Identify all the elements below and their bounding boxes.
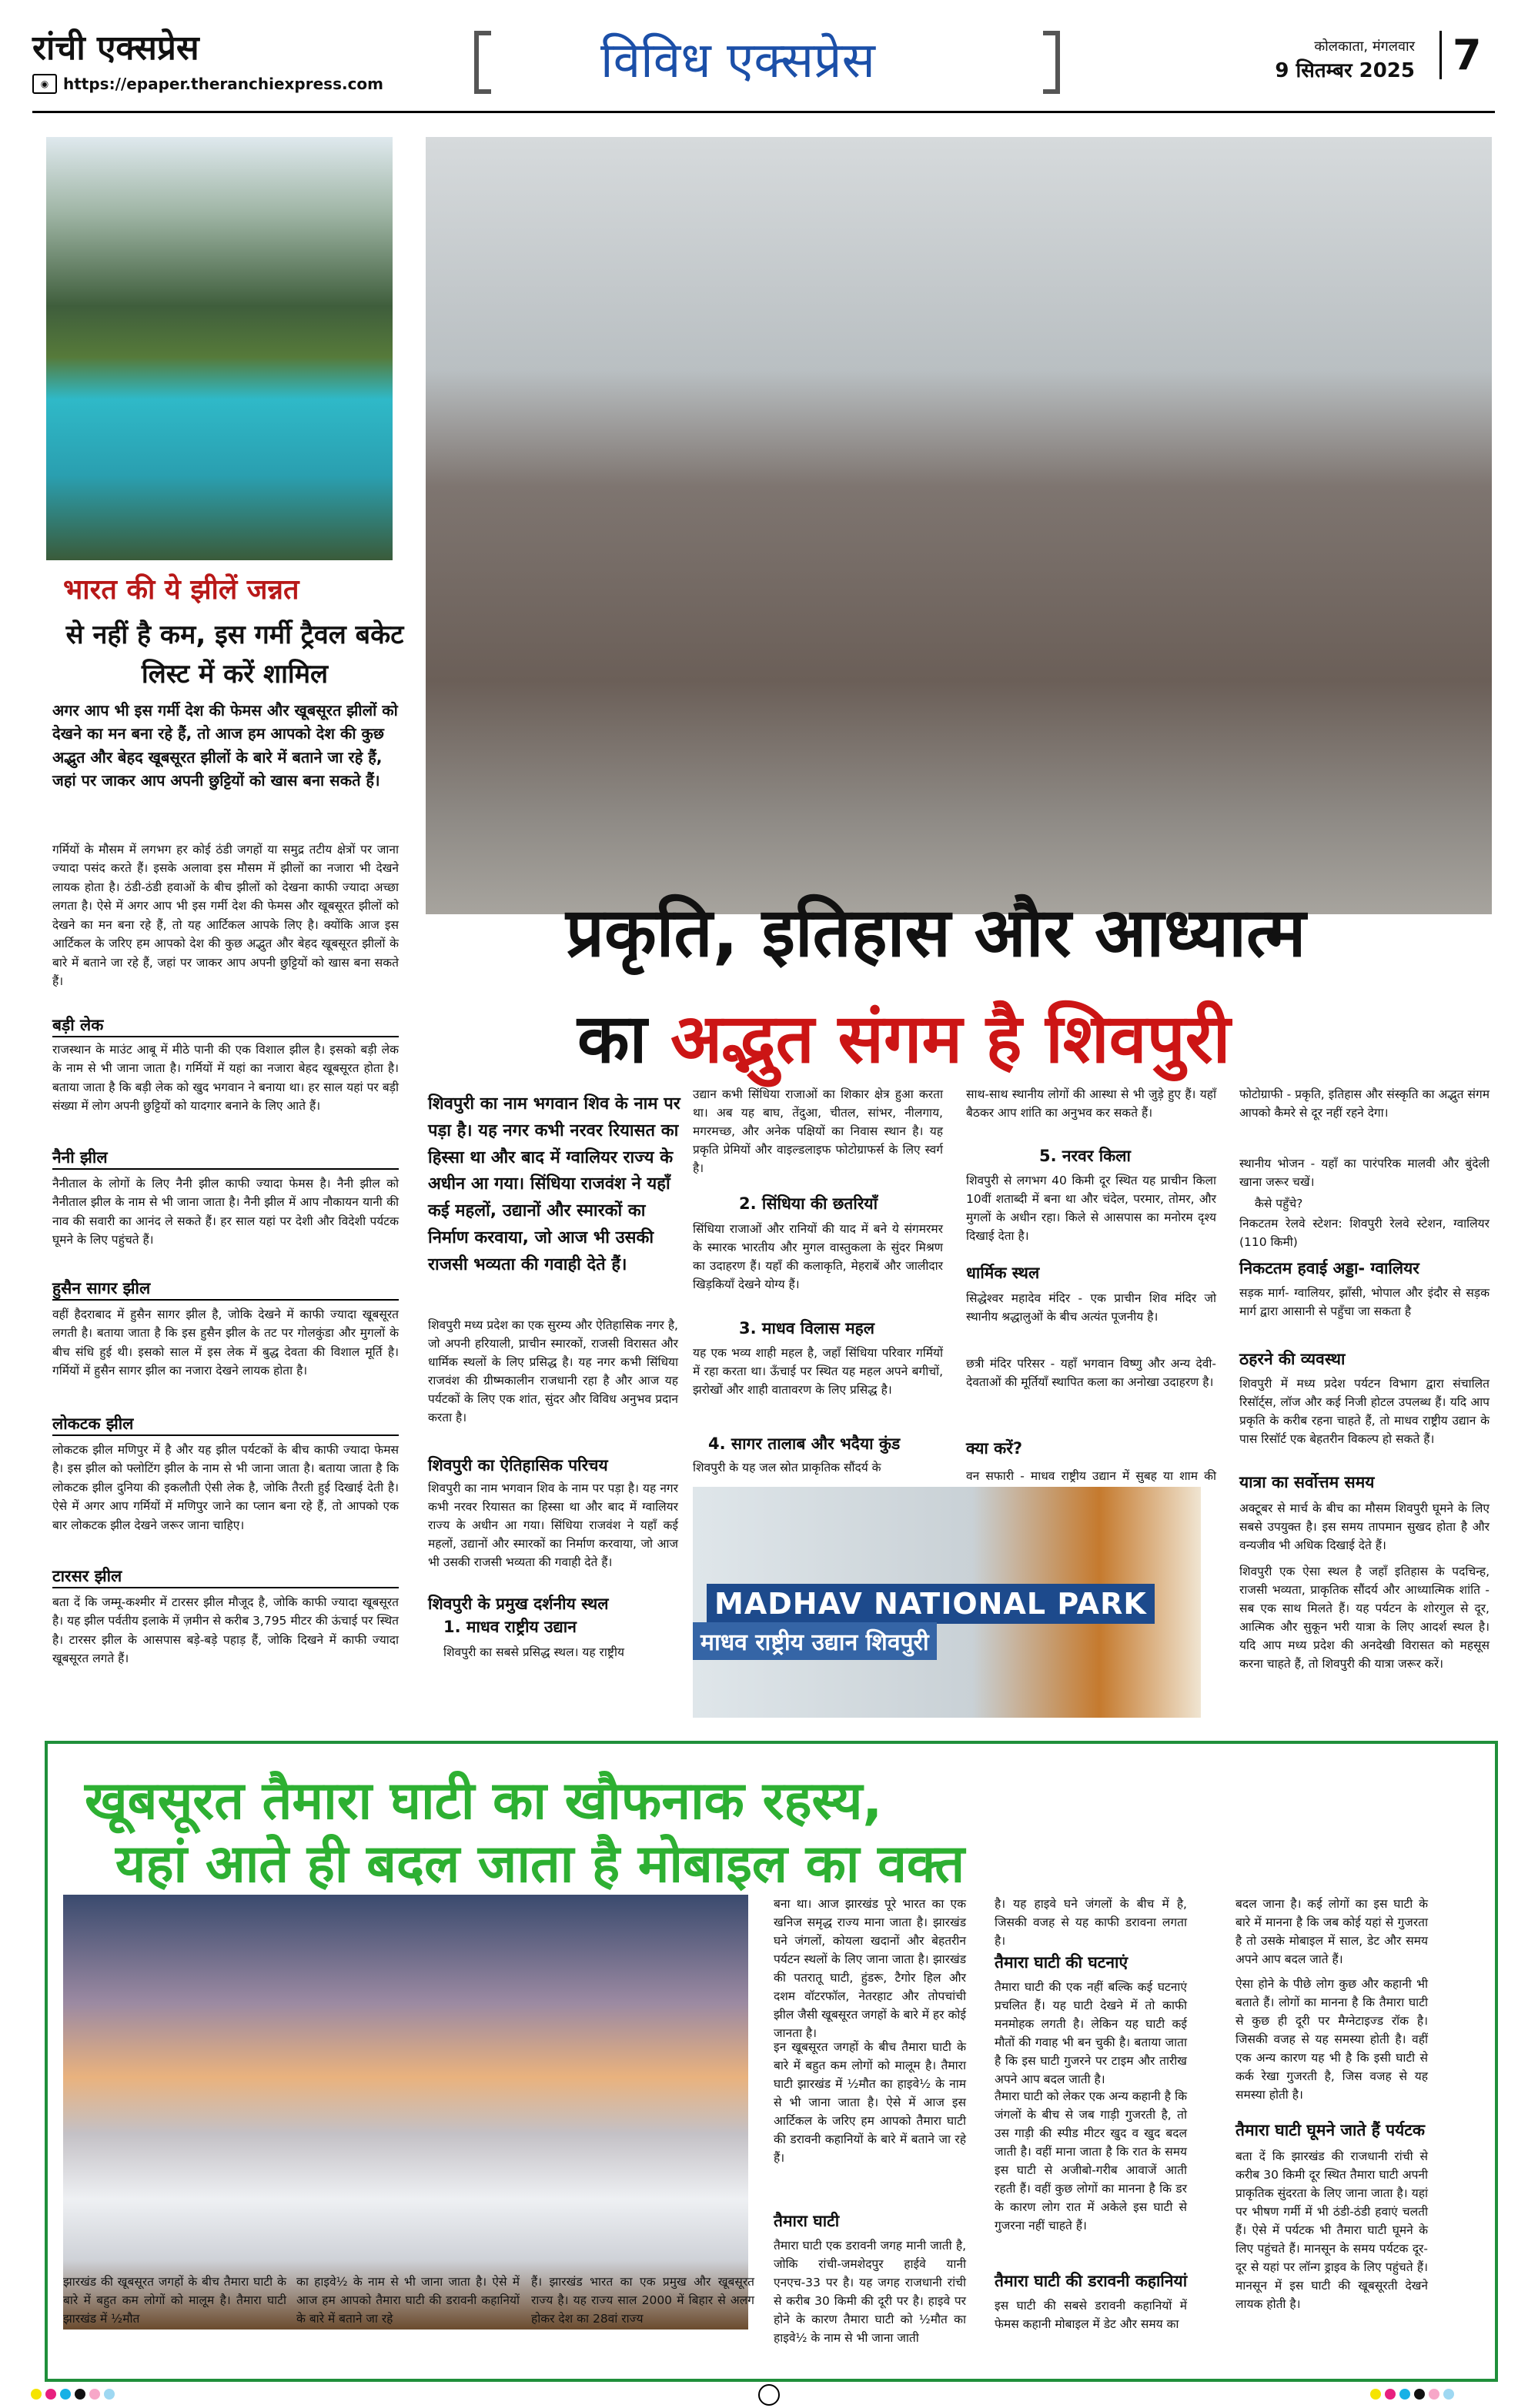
tamara-col1-head1: तैमारा घाटी bbox=[774, 2212, 840, 2230]
tamara-col3-p1: बदल जाना है। कई लोगों का इस घाटी के बारे में मानना है कि जब कोई यहां से गुजरता है तो उसके मोबाइल में साल, डेट और समय अपने आप बदल जाते हैं। bbox=[1235, 1897, 1428, 1967]
title-bracket-left bbox=[474, 31, 491, 94]
tamara-headline-line1: खूबसूरत तैमारा घाटी का खौफनाक रहस्य, bbox=[85, 1771, 883, 1832]
shivpuri-col4-p3: कैसे पहुँचे? bbox=[1255, 1197, 1303, 1211]
url-text[interactable]: https://epaper.theranchiexpress.com bbox=[63, 75, 384, 93]
tamara-cap-1: झारखंड की खूबसूरत जगहों के बीच तैमारा घाटी के बारे में बहुत कम लोगों को मालूम है। तैमारा घाटी झारखंड में ½मौत bbox=[63, 2275, 286, 2326]
shivpuri-col3-p4: छत्री मंदिर परिसर - यहाँ भगवान विष्णु और अन्य देवी-देवताओं की मूर्तियाँ स्थापित कला का अनोखा उदाहरण है। bbox=[966, 1357, 1216, 1390]
tamara-col1-p2: इन खूबसूरत जगहों के बीच तैमारा घाटी के बारे में बहुत कम लोगों को मालूम है। तैमारा घाटी झारखंड में ½मौत का हाइवे½ के नाम से भी जाना जाता है। ऐसे में आज इस आर्टिकल के जरिए हम आपको तैमारा घाटी की डरावनी कहानियों के बारे में बताने जा रहे हैं। bbox=[774, 2040, 966, 2166]
dateline-city: कोलकाता, मंगलवार bbox=[1314, 38, 1415, 55]
tamara-col2-head1: तैमारा घाटी की घटनाएं bbox=[995, 1953, 1128, 1972]
tamara-cap-2: का हाइवे½ के नाम से भी जाना जाता है। ऐसे में आज हम आपको तैमारा घाटी की डरावनी कहानियों के बारे में बताने जा रहे bbox=[296, 2275, 520, 2326]
headline-prefix: का bbox=[577, 999, 671, 1078]
shivpuri-col2-p3: यह एक भव्य शाही महल है, जहाँ सिंधिया परिवार गर्मियों में रहा करता था। ऊँचाई पर स्थित यह महल अपने बगीचों, झरोखों और शाही वातावरण के लिए प्रसिद्ध है। bbox=[693, 1346, 943, 1398]
shivpuri-col2-p4: शिवपुरी के यह जल स्रोत प्राकृतिक सौंदर्य के bbox=[693, 1461, 881, 1475]
shivpuri-headline-line2 bbox=[577, 990, 1230, 1082]
lakes-subhead-3: हुसैन सागर झील bbox=[52, 1277, 399, 1301]
shivpuri-col4-p6: शिवपुरी में मध्य प्रदेश पर्यटन विभाग द्वारा संचालित रिसॉर्ट्स, लॉज और कई निजी होटल उपलब्ध हैं। यदि आप प्रकृति के करीब रहना चाहते हैं, तो माधव राष्ट्रीय उद्यान के पास रिसॉर्ट एक बेहतरीन विकल्प हो सकते हैं। bbox=[1239, 1377, 1490, 1447]
shivpuri-col4-p1: फोटोग्राफी - प्रकृति, इतिहास और संस्कृति का अद्भुत संगम आपको कैमरे से दूर नहीं रहने देगा। bbox=[1239, 1087, 1490, 1121]
dateline bbox=[1253, 37, 1415, 83]
lakes-headline: से नहीं है कम, इस गर्मी ट्रैवल बकेट लिस्ट में करें शामिल bbox=[65, 620, 404, 690]
shivpuri-col4-head3: यात्रा का सर्वोत्तम समय bbox=[1239, 1473, 1375, 1491]
shivpuri-col2-head3: 4. सागर तालाब और भदैया कुंड bbox=[708, 1434, 901, 1453]
tamara-col2-p1: है। यह हाइवे घने जंगलों के बीच में है, जिसकी वजह से यह काफी डरावना लगता है। bbox=[995, 1897, 1187, 1949]
dateline-date: 9 सितम्बर 2025 bbox=[1275, 59, 1415, 82]
lakes-lead: अगर आप भी इस गर्मी देश की फेमस और खूबसूरत झीलों को देखने का मन बना रहे हैं, तो आज हम आपको देश की कुछ अद्भुत और बेहद खूबसूरत झीलों के बारे में बताने जा रहे हैं, जहां पर जाकर आप अपनी छुट्टियों को खास बना सकते हैं। bbox=[52, 701, 398, 790]
lakes-subhead-4: लोकटक झील bbox=[52, 1413, 399, 1436]
shivpuri-col3-p1: साथ-साथ स्थानीय लोगों की आस्था से भी जुड़े हुए हैं। यहाँ बैठकर आप शांति का अनुभव कर सकते हैं। bbox=[966, 1087, 1216, 1121]
shivpuri-headline-line1: प्रकृति, इतिहास और आध्यात्म bbox=[566, 893, 1306, 972]
shivpuri-col2-head1: 2. सिंधिया की छतरियाँ bbox=[739, 1194, 878, 1213]
shivpuri-col4-p2: स्थानीय भोजन - यहाँ का पारंपरिक मालवी और बुंदेली खाना जरूर चखें। bbox=[1239, 1157, 1490, 1190]
newspaper-logo: रांची एक्सप्रेस bbox=[32, 28, 199, 68]
tamara-col2-p3: तैमारा घाटी को लेकर एक अन्य कहानी है कि जंगलों के बीच से जब गाड़ी गुजरती है, तो उस गाड़ी की स्पीड मीटर खुद व खुद बदल जाती है। वहीं माना जाता है कि रात के समय इस घाटी से अजीबो-गरीब आवाजें आती रहती हैं। वहीं कुछ लोगों का मानना है कि डर के कारण लोग रात में अकेले इस घाटी से गुजरना नहीं चाहते हैं। bbox=[995, 2089, 1187, 2233]
lakes-body-4: लोकटक झील मणिपुर में है और यह झील पर्यटकों के बीच काफी ज्यादा फेमस है। इस झील को फ्लोटिंग झील के नाम से भी जाना जाता है। बताया जाता है कि लोकटक झील दुनिया की इकलौती ऐसी लेक है, जोकि तैरती हुई दिखाई देती है। ऐसे में अगर आप गर्मियों में मणिपुर जाने का प्लान बना रहे हैं, तो आपको एक बार लोकटक झील देखने जरूर जाना चाहिए। bbox=[52, 1443, 399, 1532]
registration-crosshair-icon bbox=[758, 2384, 780, 2406]
tamara-col1-p1: बना था। आज झारखंड पूरे भारत का एक खनिज समृद्ध राज्य माना जाता है। झारखंड घने जंगलों, कोयला खदानों और बेहतरीन पर्यटन स्थलों के लिए जाना जाता है। झारखंड की पतरातू घाटी, हुंडरू, टैगोर हिल और दशम वॉटरफॉल, नेतरहाट और तोपचांची झील जैसी खूबसूरत जगहों के बारे में हर कोई जानता है। bbox=[774, 1897, 966, 2041]
tamara-col2-p2: तैमारा घाटी की एक नहीं बल्कि कई घटनाएं प्रचलित हैं। यह घाटी देखने में तो काफी मनमोहक लगती है। लेकिन यह घाटी कई मौतों की गवाह भी बन चुकी है। बताया जाता है कि इस घाटी गुजरने पर टाइम और तारीख अपने आप बदल जाती है। bbox=[995, 1980, 1187, 2087]
color-registration-dots-right bbox=[1370, 2389, 1454, 2400]
lakes-body-3: वहीं हैदराबाद में हुसैन सागर झील है, जोकि देखने में काफी ज्यादा खूबसूरत लगती है। बताया जाता है कि इस हुसैन झील के तट पर गोलकुंडा और मुगलों के बीच संधि हुई थी। इसको साल में इस लेक में बुद्ध देवता की विशाल मूर्ति है। गर्मियों में हुसैन सागर झील का नजारा देखने लायक होता है। bbox=[52, 1308, 399, 1378]
lakes-subhead-5: टारसर झील bbox=[52, 1565, 399, 1588]
tamara-col1-p3: तैमारा घाटी एक डरावनी जगह मानी जाती है, जोकि रांची-जमशेदपुर हाईवे यानी एनएच-33 पर है। यह जगह राजधानी रांची से करीब 30 किमी की दूरी पर है। हाइवे पर होने के कारण तैमारा घाटी को ½मौत का हाइवे½ के नाम से भी जाना जाती bbox=[774, 2239, 966, 2346]
shivpuri-palace-photo bbox=[426, 137, 1492, 914]
tamara-headline-line2: यहां आते ही बदल जाता है मोबाइल का वक्त bbox=[115, 1834, 965, 1895]
epaper-url[interactable] bbox=[32, 74, 383, 94]
globe-icon: ◉ bbox=[32, 74, 57, 94]
shivpuri-col1-p2: शिवपुरी का नाम भगवान शिव के नाम पर पड़ा है। यह नगर कभी नरवर रियासत का हिस्सा था और बाद में ग्वालियर राज्य के अधीन आ गया। सिंधिया राजवंश ने यहाँ कई महलों, उद्यानों और स्मारकों का निर्माण करवाया, जो आज भी उसकी राजसी भव्यता की गवाही देते हैं। bbox=[428, 1481, 678, 1570]
color-registration-dots-left bbox=[31, 2389, 115, 2400]
shivpuri-col1-p3: शिवपुरी का सबसे प्रसिद्ध स्थल। यह राष्ट्रीय bbox=[443, 1645, 624, 1659]
shivpuri-col4-head2: ठहरने की व्यवस्था bbox=[1239, 1350, 1346, 1368]
tamara-valley-photo bbox=[63, 1895, 748, 2330]
shivpuri-col3-p5: वन सफारी - माधव राष्ट्रीय उद्यान में सुबह या शाम की bbox=[966, 1469, 1216, 1483]
lakes-headline-red: भारत की ये झीलें जन्नत bbox=[63, 574, 299, 606]
shivpuri-col4-p8: शिवपुरी एक ऐसा स्थल है जहाँ इतिहास के पदचिन्ह, राजसी भव्यता, प्राकृतिक सौंदर्य और आध्यात्मिक शांति - सब एक साथ मिलते हैं। यह पर्यटन के शोरगुल से दूर, आत्मिक और सुकून भरी यात्रा के लिए आदर्श स्थल है। यदि आप मध्य प्रदेश की अनदेखी विरासत को महसूस करना चाहते हैं, तो शिवपुरी की यात्रा जरूर करें। bbox=[1239, 1565, 1490, 1672]
section-title: विविध एक्सप्रेस bbox=[600, 32, 875, 89]
tamara-col3-p3: बता दें कि झारखंड की राजधानी रांची से करीब 30 किमी दूर स्थित तैमारा घाटी अपनी प्राकृतिक सुंदरता के लिए जाना जाता है। यहां पर भीषण गर्मी में भी ठंडी-ठंडी हवाएं चलती हैं। ऐसे में पर्यटक भी तैमारा घाटी घूमने के लिए पहुंचते हैं। मानसून के समय पर्यटक दूर-दूर से यहां पर लॉन्ग ड्राइव के लिए पहुंचते हैं। मानसून में इस घाटी की खूबसूरती देखने लायक होती है। bbox=[1235, 2149, 1428, 2312]
shivpuri-col2-p1: उद्यान कभी सिंधिया राजाओं का शिकार क्षेत्र हुआ करता था। अब यह बाघ, तेंदुआ, चीतल, सांभर, नीलगाय, मगरमच्छ, और अनेक पक्षियों का निवास स्थान है। यह प्रकृति प्रेमियों और वाइल्डलाइफ फोटोग्राफर्स के लिए स्वर्ग है। bbox=[693, 1087, 943, 1176]
shivpuri-col3-head3: क्या करें? bbox=[966, 1439, 1023, 1458]
shivpuri-col1-head3: 1. माधव राष्ट्रीय उद्यान bbox=[443, 1618, 577, 1636]
headline-red: अद्भुत संगम है शिवपुरी bbox=[670, 999, 1231, 1078]
tamara-col2-head2: तैमारा घाटी की डरावनी कहानियां bbox=[995, 2272, 1188, 2290]
park-sign-english: MADHAV NATIONAL PARK bbox=[707, 1584, 1155, 1624]
lake-photo bbox=[46, 137, 393, 560]
shivpuri-col3-p2: शिवपुरी से लगभग 40 किमी दूर स्थित यह प्राचीन किला 10वीं शताब्दी में बना था और चंदेल, परमार, तोमर, और मुगलों के अधीन रहा। किले से आसपास का मनोरम दृश्य दिखाई देता है। bbox=[966, 1174, 1216, 1244]
shivpuri-col3-head2: धार्मिक स्थल bbox=[966, 1264, 1040, 1282]
masthead-rule bbox=[32, 111, 1495, 113]
tamara-col2-p4: इस घाटी की सबसे डरावनी कहानियों में फेमस कहानी मोबाइल में डेट और समय का bbox=[995, 2299, 1187, 2332]
shivpuri-col1-p1: शिवपुरी मध्य प्रदेश का एक सुरम्य और ऐतिहासिक नगर है, जो अपनी हरियाली, प्राचीन स्मारकों, राजसी विरासत और धार्मिक स्थलों के लिए प्रसिद्ध है। यह नगर कभी सिंधिया राजवंश की ग्रीष्मकालीन राजधानी रहा है और आज यह पर्यटकों के लिए एक शांत, सुंदर और विविध अनुभव प्रदान करता है। bbox=[428, 1318, 678, 1425]
shivpuri-col1-head2: शिवपुरी के प्रमुख दर्शनीय स्थल bbox=[428, 1595, 609, 1613]
title-bracket-right bbox=[1043, 31, 1060, 94]
park-sign-hindi: माधव राष्ट्रीय उद्यान शिवपुरी bbox=[693, 1622, 937, 1660]
lakes-subhead-2: नैनी झील bbox=[52, 1147, 399, 1170]
lakes-body-5: बता दें कि जम्मू-कश्मीर में टारसर झील मौजूद है, जोकि काफी ज्यादा खूबसूरत है। यह झील पर्वतीय इलाके में ज़मीन से करीब 3,795 मीटर की ऊंचाई पर स्थित है। टारसर झील के आसपास बड़े-बड़े पहाड़ हैं, जोकि दिखने में काफी ज्यादा खूबसूरत लगते हैं। bbox=[52, 1595, 399, 1666]
lakes-subhead-1: बड़ी लेक bbox=[52, 1014, 399, 1037]
shivpuri-col4-p4: निकटतम रेलवे स्टेशन: शिवपुरी रेलवे स्टेशन, ग्वालियर (110 किमी) bbox=[1239, 1217, 1490, 1250]
page-number: 7 bbox=[1439, 31, 1482, 79]
shivpuri-col4-p7: अक्टूबर से मार्च के बीच का मौसम शिवपुरी घूमने के लिए सबसे उपयुक्त है। इस समय तापमान सुखद होता है और वन्यजीव भी अधिक दिखाई देते हैं। bbox=[1239, 1501, 1490, 1553]
tamara-col3-p2: ऐसा होने के पीछे लोग कुछ और कहानी भी बताते हैं। लोगों का मानना है कि तैमारा घाटी से कुछ ही दूरी पर मैग्नेटाइज्ड रॉक है। जिसकी वजह से यह समस्या होती है। वहीं एक अन्य कारण यह भी है कि इसी घाटी से कर्क रेखा गुजरती है, जिस वजह से यह समस्या होती है। bbox=[1235, 1977, 1428, 2102]
shivpuri-col1-head1: शिवपुरी का ऐतिहासिक परिचय bbox=[428, 1456, 608, 1475]
lakes-body-2: नैनीताल के लोगों के लिए नैनी झील काफी ज्यादा फेमस है। नैनी झील को नैनीताल झील के नाम से भी जाना जाता है। नैनी झील में आप नौकायन यानी की नाव की सवारी का आनंद ले सकते हैं। हर साल यहां पर देशी और विदेशी पर्यटक घूमने के लिए पहुंचते हैं। bbox=[52, 1177, 399, 1247]
lakes-intro: गर्मियों के मौसम में लगभग हर कोई ठंडी जगहों या समुद्र तटीय क्षेत्रों पर जाना ज्यादा पसंद करते हैं। इसके अलावा इस मौसम में झीलों का नजारा भी देखने लायक होता है। ठंडी-ठंडी हवाओं के बीच झीलों को देखना काफी ज्यादा अच्छा लगता है। ऐसे में अगर आप भी इस गर्मी देश की फेमस और खूबसूरत झीलों को देखने का मन बना रहे हैं, तो यह आर्टिकल आपके लिए है। क्योंकि आज इस आर्टिकल के जरिए हम आपको देश की कुछ अद्भुत और बेहद खूबसूरत झीलों के बारे में बताने जा रहे हैं, जहां पर जाकर आप अपनी छुट्टियों को खास बना सकते हैं। bbox=[52, 843, 399, 989]
shivpuri-col4-p5: सड़क मार्ग- ग्वालियर, झाँसी, भोपाल और इंदौर से सड़क मार्ग द्वारा आसानी से पहुँचा जा सकता है bbox=[1239, 1286, 1490, 1319]
shivpuri-col2-p2: सिंधिया राजाओं और रानियों की याद में बने ये संगमरमर के स्मारक भारतीय और मुगल वास्तुकला के सुंदर मिश्रण का उदाहरण हैं। यहाँ की कलाकृति, मेहराबें और जालीदार खिड़कियाँ देखने योग्य हैं। bbox=[693, 1222, 943, 1292]
shivpuri-col2-head2: 3. माधव विलास महल bbox=[739, 1319, 875, 1338]
shivpuri-col4-head1: निकटतम हवाई अड्डा- ग्वालियर bbox=[1239, 1259, 1419, 1277]
tamara-cap-3: हैं। झारखंड भारत का एक प्रमुख और खूबसूरत राज्य है। यह राज्य साल 2000 में बिहार से अलग होकर देश का 28वां राज्य bbox=[531, 2275, 754, 2326]
shivpuri-lead: शिवपुरी का नाम भगवान शिव के नाम पर पड़ा है। यह नगर कभी नरवर रियासत का हिस्सा था और बाद में ग्वालियर राज्य के अधीन आ गया। सिंधिया राजवंश ने यहाँ कई महलों, उद्यानों और स्मारकों का निर्माण करवाया, जो आज भी उसकी राजसी भव्यता की गवाही देते हैं। bbox=[428, 1094, 680, 1274]
tamara-col3-head1: तैमारा घाटी घूमने जाते हैं पर्यटक bbox=[1235, 2121, 1426, 2139]
shivpuri-col3-p3: सिद्धेश्वर महादेव मंदिर - एक प्राचीन शिव मंदिर जो स्थानीय श्रद्धालुओं के बीच अत्यंत पूजनीय है। bbox=[966, 1291, 1216, 1324]
shivpuri-col3-head1: 5. नरवर किला bbox=[1039, 1147, 1131, 1165]
lakes-body-1: राजस्थान के माउंट आबू में मीठे पानी की एक विशाल झील है। इसको बड़ी लेक के नाम से भी जाना जाता है। गर्मियों में यहां का नजारा बेहद खूबसूरत होता है। बताया जाता है कि बड़ी लेक को खुद भगवान ने बनाया था। हर साल यहां पर बड़ी संख्या में लोग अपनी छुट्टियों को यादगार बनाने के लिए आते हैं। bbox=[52, 1043, 399, 1114]
